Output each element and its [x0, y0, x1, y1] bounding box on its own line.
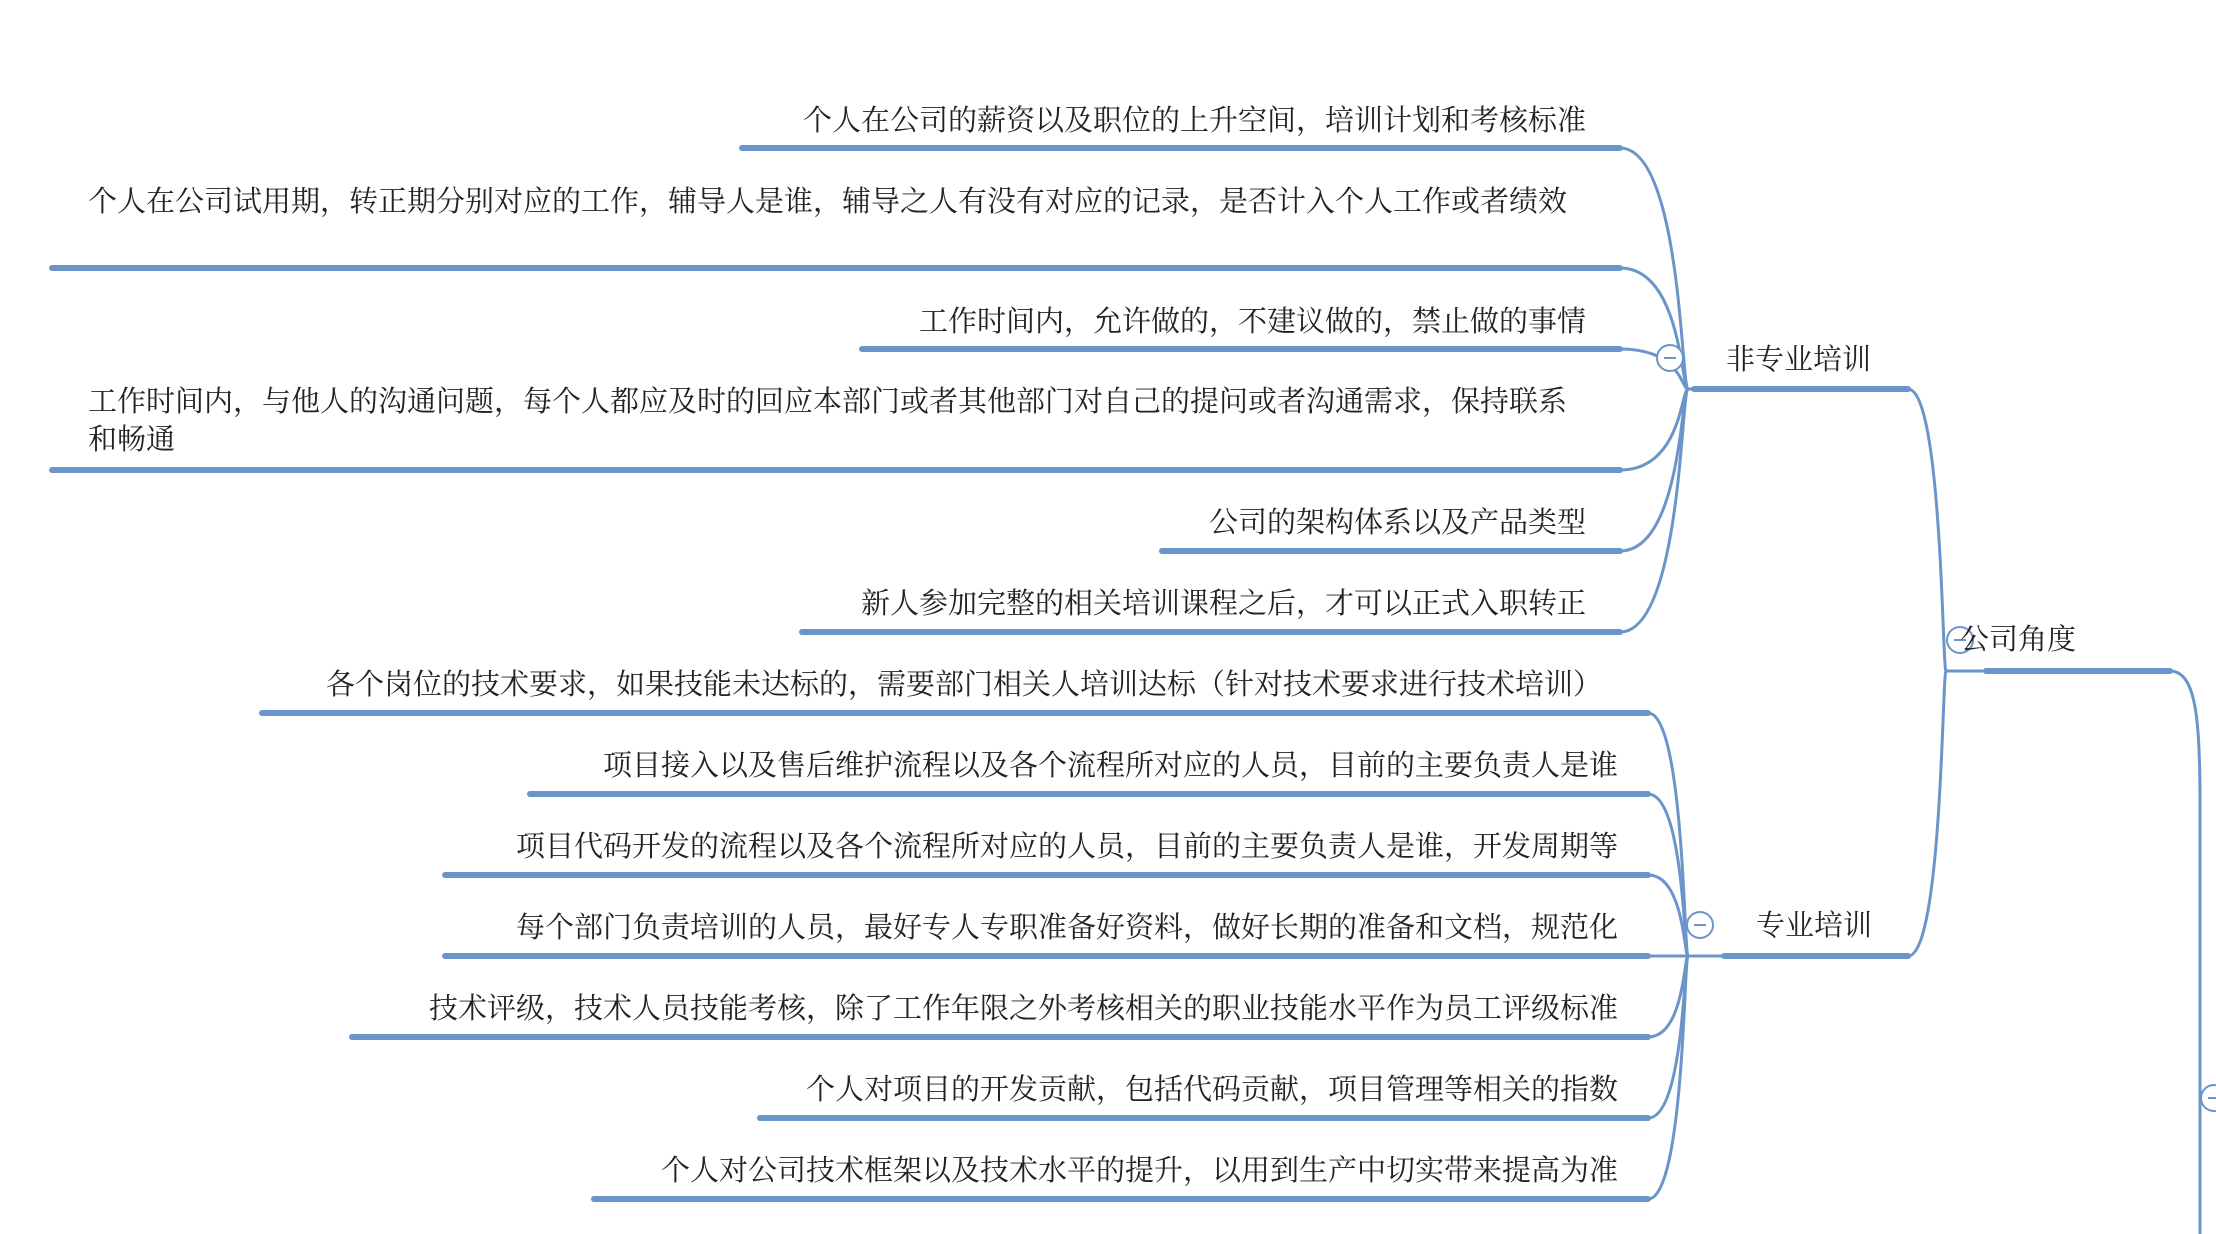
- leaf-node-label[interactable]: 新人参加完整的相关培训课程之后，才可以正式入职转正: [860, 586, 1586, 620]
- root-node-label[interactable]: 公司角度: [1960, 622, 2077, 656]
- branch-label-professional-training[interactable]: 专业培训: [1756, 908, 1873, 942]
- minus-circle-icon[interactable]: [2201, 1085, 2216, 1111]
- leaf-node-label[interactable]: 项目接入以及售后维护流程以及各个流程所对应的人员，目前的主要负责人是谁: [602, 748, 1618, 782]
- leaf-node-label[interactable]: 个人在公司试用期，转正期分别对应的工作，辅导人是谁，辅导之人有没有对应的记录，是否计入个人工作或者绩效: [88, 184, 1568, 218]
- leaf-node-label[interactable]: 个人对公司技术框架以及技术水平的提升，以用到生产中切实带来提高为准: [660, 1153, 1618, 1187]
- root-parent-connector: [2170, 671, 2200, 1234]
- collapse-icons: [1657, 345, 2216, 1111]
- leaf-node-label[interactable]: 工作时间内，与他人的沟通问题，每个人都应及时的回应本部门或者其他部门对自己的提问或者沟通需求，保持联系和畅通: [88, 384, 1568, 456]
- leaf-node-label[interactable]: 工作时间内，允许做的，不建议做的，禁止做的事情: [918, 304, 1586, 338]
- branch-label-non-professional-training[interactable]: 非专业培训: [1726, 342, 1872, 376]
- leaf-connector: [1620, 389, 1688, 632]
- leaf-node-label[interactable]: 各个岗位的技术要求，如果技能未达标的，需要部门相关人培训达标（针对技术要求进行技术培训）: [325, 667, 1602, 701]
- branch-connector: [1908, 671, 1946, 956]
- minus-circle-icon[interactable]: [1687, 912, 1713, 938]
- minus-circle-icon[interactable]: [1657, 345, 1683, 371]
- leaf-node-label[interactable]: 公司的架构体系以及产品类型: [1208, 505, 1586, 539]
- leaf-node-label[interactable]: 技术评级，技术人员技能考核，除了工作年限之外考核相关的职业技能水平作为员工评级标准: [428, 991, 1618, 1025]
- branch-connector: [1908, 389, 1946, 671]
- leaf-node-label[interactable]: 项目代码开发的流程以及各个流程所对应的人员，目前的主要负责人是谁，开发周期等: [515, 829, 1618, 863]
- leaf-node-label[interactable]: 个人对项目的开发贡献，包括代码贡献，项目管理等相关的指数: [805, 1072, 1618, 1106]
- leaf-node-label[interactable]: 每个部门负责培训的人员，最好专人专职准备好资料，做好长期的准备和文档，规范化: [515, 910, 1618, 944]
- leaf-node-label[interactable]: 个人在公司的薪资以及职位的上升空间，培训计划和考核标准: [802, 103, 1586, 137]
